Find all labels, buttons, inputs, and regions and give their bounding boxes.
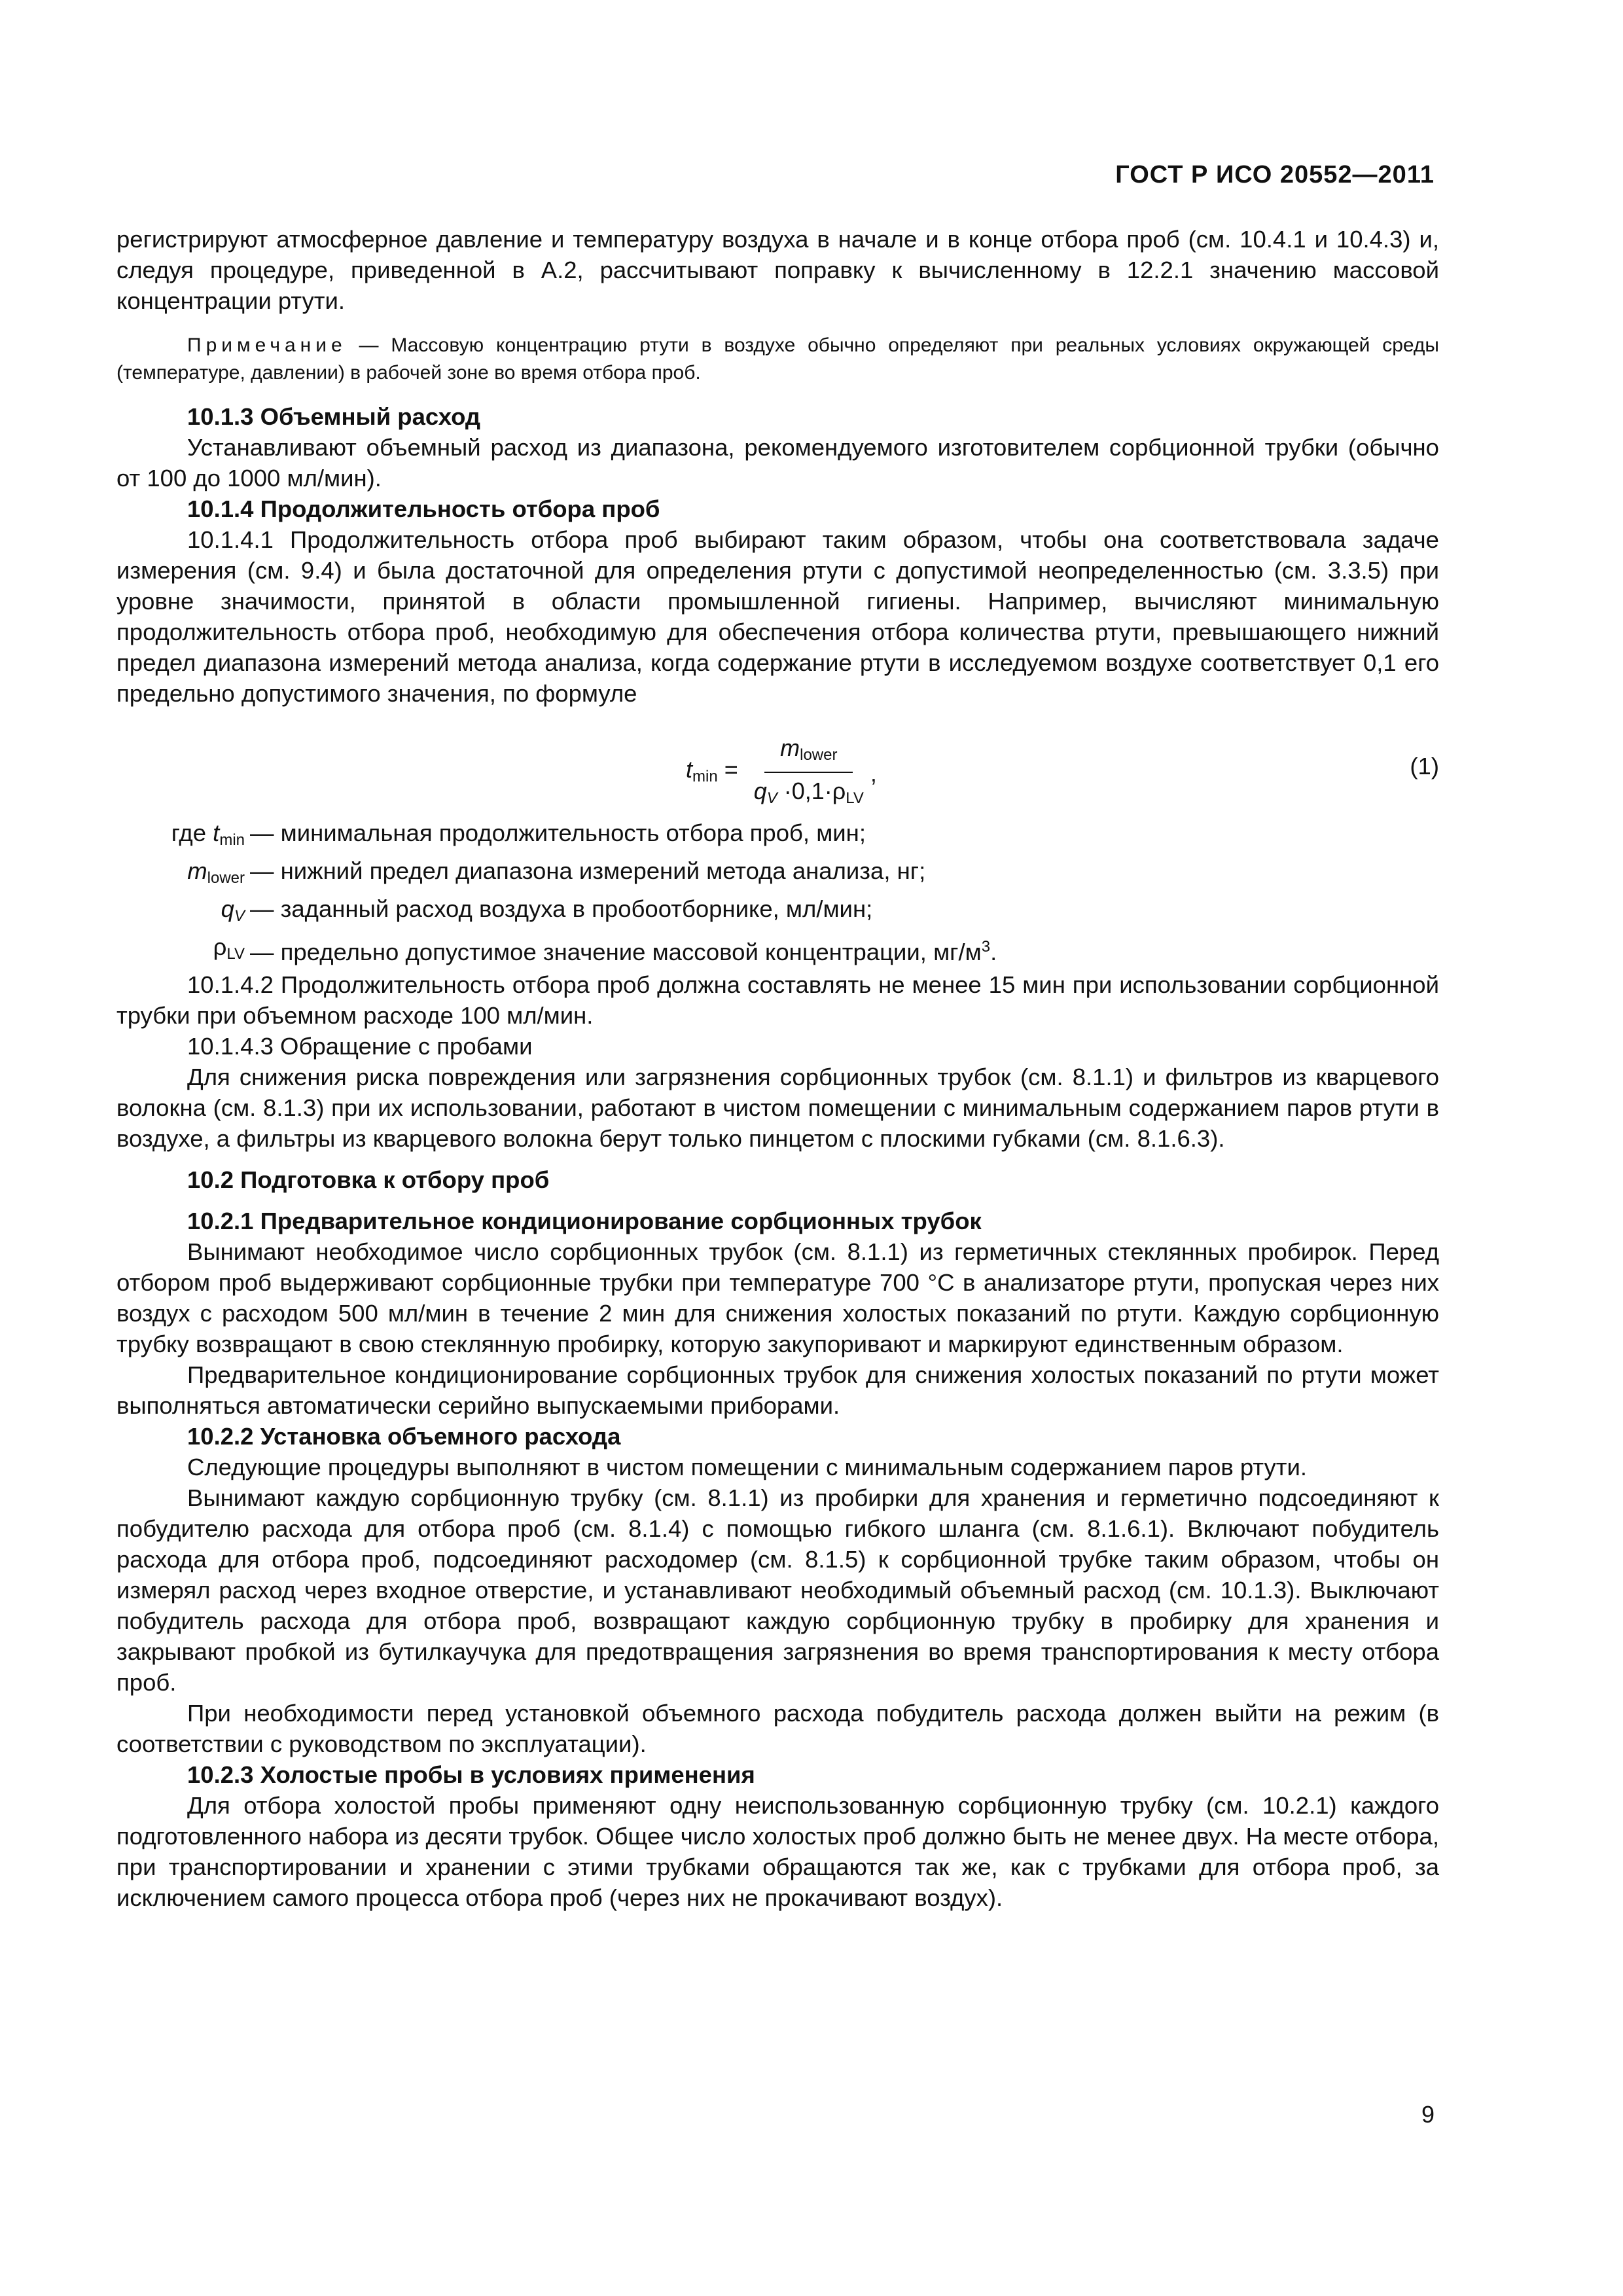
note-paragraph: [116, 332, 1439, 387]
document-body: [116, 224, 1439, 1913]
paragraph-10-2-2-c: При необходимости перед установкой объемного расхода побудитель расхода должен выйти на режим (в соответствии с руководством по эксплуатации).: [116, 1700, 1439, 1757]
formula-number: (1): [1410, 753, 1439, 780]
section-title-10-2-3: 10.2.3 Холостые пробы в условиях применения: [187, 1761, 755, 1788]
paragraph-10-2-3: Для отбора холостой пробы применяют одну неиспользованную сорбционную трубку (см. 10.2.1) каждого подготовленного набора из десяти трубок. Общее число холостых проб должно быть не менее двух. На месте отбора, при транспортировании и хранении с этими трубками обращаются так же, как с трубками для отбора проб, за исключением самого процесса отбора проб (через них не прокачивают воздух).: [116, 1792, 1439, 1911]
paragraph-10-1-4-3: Для снижения риска повреждения или загрязнения сорбционных трубок (см. 8.1.1) и фильтров из кварцевого волокна (см. 8.1.3) при их использовании, работают в чистом помещении с минимальным содержанием паров ртути в воздухе, а фильтры из кварцевого волокна берут только пинцетом с плоскими губками (см. 8.1.6.3).: [116, 1064, 1439, 1152]
paragraph-10-2-1-a: Вынимают необходимое число сорбционных трубок (см. 8.1.1) из герметичных стеклянных пробирок. Перед отбором проб выдерживают сорбционные трубки при температуре 700 °С в анализаторе ртути, пропуская через них воздух с расходом 500 мл/мин в течение 2 мин для снижения холостых показаний по ртути. Каждую сорбционную трубку возвращают в свою стеклянную пробирку, которую закупоривают и маркируют единственным образом.: [116, 1238, 1439, 1357]
formula-lhs: $t_{min}$ =: [686, 756, 738, 785]
paragraph-10-1-4-3-title: 10.1.4.3 Обращение с пробами: [187, 1033, 533, 1060]
paragraph-10-1-4-1: 10.1.4.1 Продолжительность отбора проб выбирают таким образом, чтобы она соответствовала задаче измерения (см. 9.4) и была достаточной для определения ртути с допустимой неопределенностью (см. 3.3.5) при уровне значимости, принятой в области промышленной гигиены. Например, вычисляют минимальную продолжительность отбора проб, необходимую для обеспечения отбора количества ртути, превышающего нижний предел диапазона измерений метода анализа, когда содержание ртути в исследуемом воздухе соответствует 0,1 его предельно допустимого значения, по формуле: [116, 526, 1439, 707]
section-title-10-1-4: 10.1.4 Продолжительность отбора проб: [187, 495, 660, 522]
formula-denominator: $q_V \cdot 0,1\cdot\rho_{LV}$: [753, 778, 864, 807]
where-desc-tmin: — минимальная продолжительность отбора проб, мин;: [250, 819, 866, 846]
paragraph-10-1-3: Устанавливают объемный расход из диапазона, рекомендуемого изготовителем сорбционной трубки (обычно от 100 до 1000 мл/мин).: [116, 434, 1439, 492]
paragraph-10-2-1-b: Предварительное кондиционирование сорбционных трубок для снижения холостых показаний по ртути может выполняться автоматически серийно выпускаемыми приборами.: [116, 1361, 1439, 1419]
where-desc-mlower: — нижний предел диапазона измерений метода анализа, нг;: [250, 857, 926, 884]
section-title-10-2-1: 10.2.1 Предварительное кондиционирование сорбционных трубок: [187, 1208, 982, 1234]
where-symbol-rholv: $\rho_{LV}$: [213, 933, 245, 963]
standard-header: ГОСТ Р ИСО 20552—2011: [1115, 161, 1435, 188]
section-title-10-2: 10.2 Подготовка к отбору проб: [187, 1166, 550, 1193]
where-list: [116, 817, 1439, 969]
formula-1: [116, 725, 1439, 810]
formula-fraction: [747, 732, 870, 814]
where-symbol-tmin: где $t_{min}$: [171, 819, 245, 849]
where-desc-rholv: — предельно допустимое значение массовой концентрации, $мг/м^3$.: [250, 938, 997, 966]
paragraph-10-1-4-2: 10.1.4.2 Продолжительность отбора проб должна составлять не менее 15 мин при использовании сорбционной трубки при объемном расходе 100 мл/мин.: [116, 971, 1439, 1029]
formula-expression: $t_{min}$ = $\frac{m_{lower}}{q_V \cdot 0,1\cdot\rho_{LV}}$ ,: [686, 732, 877, 814]
paragraph-10-2-2-a: Следующие процедуры выполняют в чистом помещении с минимальным содержанием паров ртути.: [187, 1454, 1308, 1480]
where-symbol-qv: $q_V$: [221, 895, 245, 925]
section-title-10-1-3: 10.1.3 Объемный расход: [187, 403, 481, 430]
where-symbol-mlower: $m_{lower}$: [187, 857, 245, 887]
paragraph-10-2-2-b: Вынимают каждую сорбционную трубку (см. 8.1.1) из пробирки для хранения и герметично подсоединяют к побудителю расхода для отбора проб (см. 8.1.4) с помощью гибкого шланга (см. 8.1.6.1). Включают побудитель расхода для отбора проб, подсоединяют расходомер (см. 8.1.5) к сорбционной трубке таким образом, чтобы он измерял расход через входное отверстие, и устанавливают необходимый объемный расход (см. 10.1.3). Выключают побудитель расхода для отбора проб, возвращают каждую сорбционную трубку в пробирку для хранения и закрывают пробкой из бутилкаучука для предотвращения загрязнения во время транспортирования к месту отбора проб.: [116, 1484, 1439, 1696]
formula-numerator: $m_{lower}$: [764, 732, 853, 773]
note-label: Примечание: [187, 334, 347, 356]
intro-paragraph: регистрируют атмосферное давление и температуру воздуха в начале и в конце отбора проб (см. 10.4.1 и 10.4.3) и, следуя процедуре, приведенной в А.2, рассчитывают поправку к вычисленному в 12.2.1 значению массовой концентрации ртути.: [116, 226, 1439, 314]
page-number: 9: [1421, 2101, 1435, 2128]
note-text: — Массовую концентрацию ртути в воздухе обычно определяют при реальных условиях окружающей среды (температуре, давлении) в рабочей зоне во время отбора проб.: [116, 334, 1439, 384]
where-desc-qv: — заданный расход воздуха в пробоотборнике, мл/мин;: [250, 895, 873, 922]
section-title-10-2-2: 10.2.2 Установка объемного расхода: [187, 1423, 621, 1450]
